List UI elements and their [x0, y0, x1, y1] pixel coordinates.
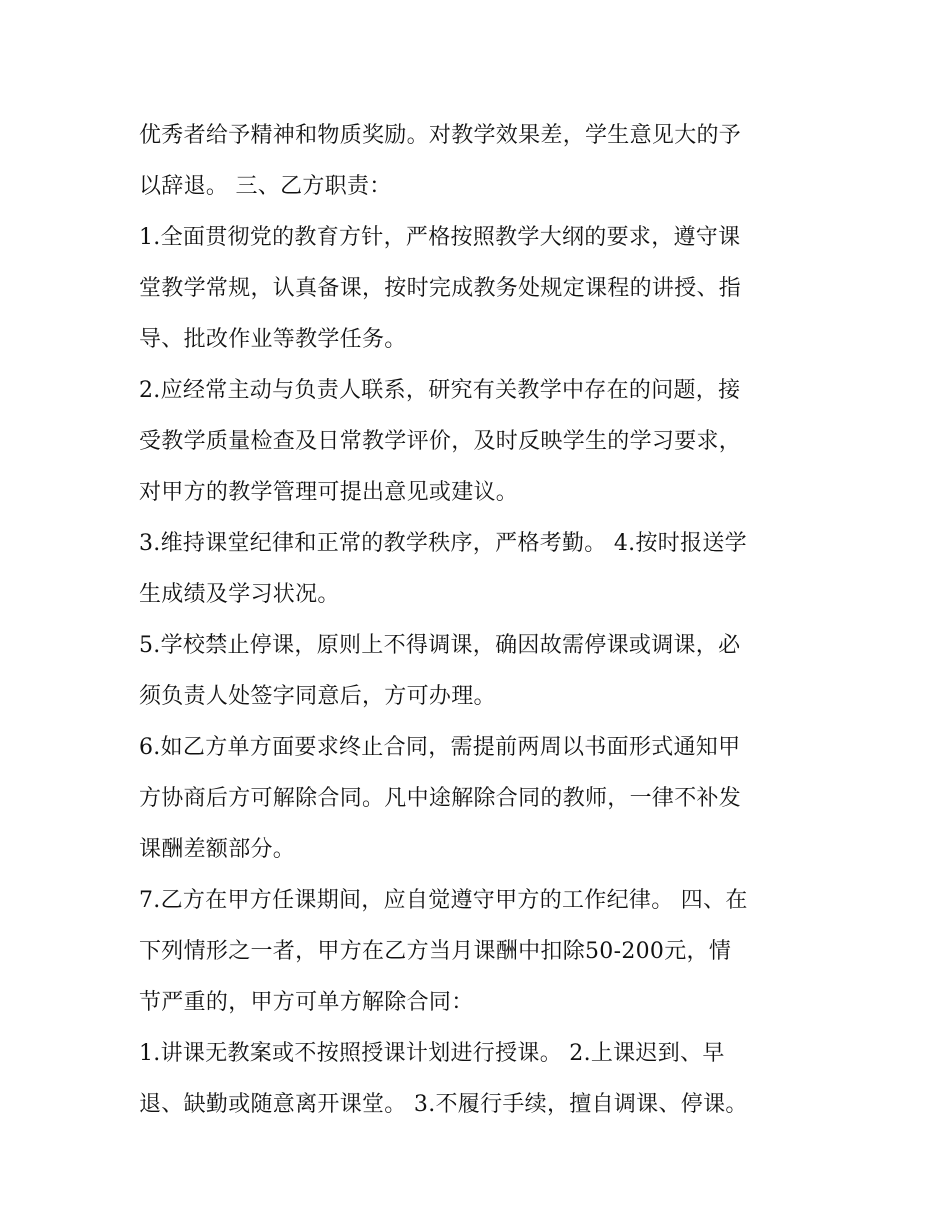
text-line: 退、缺勤或随意离开课堂。 3.不履行手续，擅自调课、停课。	[139, 1092, 748, 1117]
text-line: 1.全面贯彻党的教育方针，严格按照教学大纲的要求，遵守课	[139, 225, 741, 250]
text-line: 导、批改作业等教学任务。	[139, 327, 407, 352]
text-line: 1.讲课无教案或不按照授课计划进行授课。 2.上课迟到、早	[139, 1041, 725, 1066]
text-line: 3.维持课堂纪律和正常的教学秩序，严格考勤。 4.按时报送学	[139, 531, 747, 556]
text-line: 须负责人处签字同意后，方可办理。	[139, 684, 496, 709]
text-line: 受教学质量检查及日常教学评价，及时反映学生的学习要求，	[139, 429, 742, 454]
text-line: 7.乙方在甲方任课期间，应自觉遵守甲方的工作纪律。 四、在	[139, 888, 748, 913]
text-line: 优秀者给予精神和物质奖励。对教学效果差，学生意见大的予	[139, 123, 742, 148]
text-line: 生成绩及学习状况。	[139, 582, 340, 607]
text-line: 5.学校禁止停课，原则上不得调课，确因故需停课或调课，必	[139, 633, 741, 658]
text-line: 课酬差额部分。	[139, 837, 296, 862]
text-line: 方协商后方可解除合同。凡中途解除合同的教师，一律不补发	[139, 786, 742, 811]
text-line: 对甲方的教学管理可提出意见或建议。	[139, 480, 519, 505]
text-line: 2.应经常主动与负责人联系，研究有关教学中存在的问题，接	[139, 378, 741, 403]
text-line: 以辞退。 三、乙方职责：	[139, 174, 392, 199]
document-body	[139, 110, 829, 1130]
text-line: 节严重的，甲方可单方解除合同：	[139, 990, 474, 1015]
text-line: 6.如乙方单方面要求终止合同，需提前两周以书面形式通知甲	[139, 735, 741, 760]
text-line: 下列情形之一者，甲方在乙方当月课酬中扣除50-200元，情	[139, 939, 732, 964]
text-line: 堂教学常规，认真备课，按时完成教务处规定课程的讲授、指	[139, 276, 742, 301]
